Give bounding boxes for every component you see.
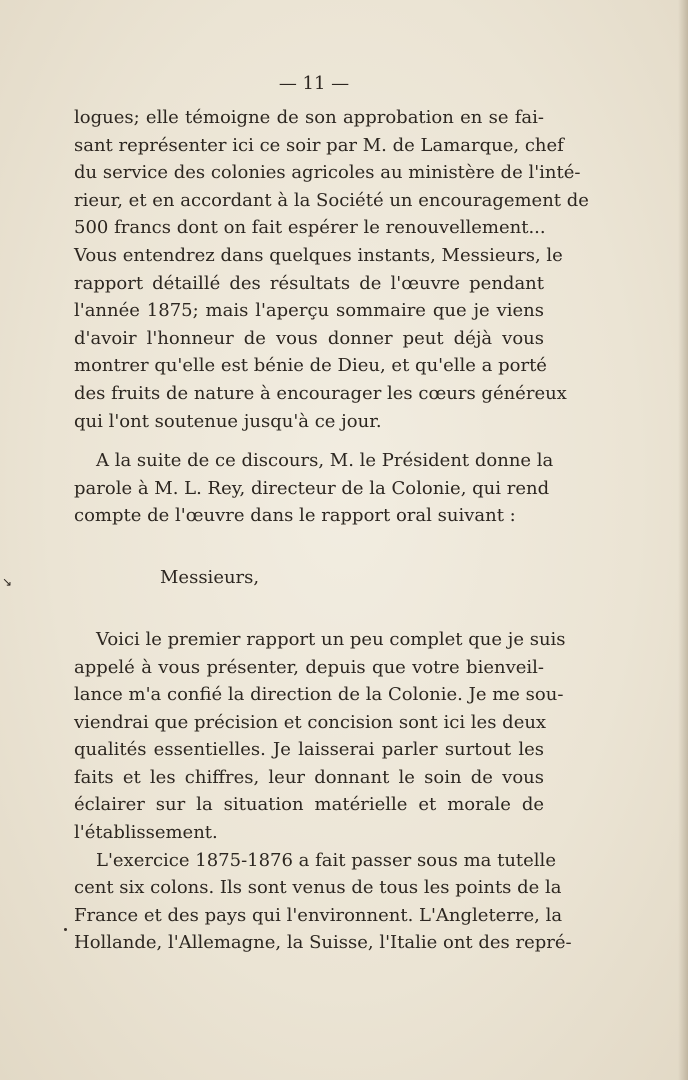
- text-line: logues; elle témoigne de son approbation en se fai-: [74, 107, 544, 128]
- text-line: 500 francs dont on fait espérer le renouvellement...: [74, 217, 546, 239]
- text-line: qui l'ont soutenue jusqu'à ce jour.: [74, 410, 382, 432]
- text-line: France et des pays qui l'environnent. L'Angleterre, la: [74, 904, 563, 926]
- text-line: rapport détaillé des résultats de l'œuvre pendant: [74, 272, 544, 294]
- margin-dot: [64, 928, 67, 931]
- text-line: qualités essentielles. Je laisserai parler surtout les: [74, 739, 544, 761]
- text-line: Hollande, l'Allemagne, la Suisse, l'Italie ont des repré-: [74, 932, 572, 954]
- paragraph-gap: [74, 435, 544, 447]
- page-number: — 11 —: [278, 73, 350, 94]
- text-line: du service des colonies agricoles au ministère de l'inté-: [74, 162, 581, 184]
- text-line: rieur, et en accordant à la Société un encouragement de: [74, 189, 589, 211]
- text-line: des fruits de nature à encourager les cœurs généreux: [74, 382, 567, 404]
- section-gap: [74, 592, 544, 626]
- text-line: L'exercice 1875-1876 a fait passer sous ma tutelle: [96, 849, 556, 871]
- text-line: compte de l'œuvre dans le rapport oral suivant :: [74, 505, 516, 527]
- margin-mark: ↘: [2, 575, 13, 589]
- text-line: cent six colons. Ils sont venus de tous les points de la: [74, 877, 562, 899]
- paragraph-2: [74, 447, 554, 530]
- text-line: sant représenter ici ce soir par M. de Lamarque, chef: [74, 134, 564, 156]
- paragraph-1: [74, 104, 589, 435]
- text-line: Vous entendrez dans quelques instants, Messieurs, le: [74, 244, 563, 266]
- text-line: viendrai que précision et concision sont ici les deux: [74, 711, 547, 733]
- text-line: éclairer sur la situation matérielle et morale de: [74, 794, 544, 816]
- text-line: appelé à vous présenter, depuis que votre bienveil-: [74, 656, 544, 678]
- page-edge-shadow: [678, 0, 688, 1080]
- text-line: A la suite de ce discours, M. le Président donne la: [96, 450, 554, 472]
- text-line: faits et les chiffres, leur donnant le soin de vous: [74, 766, 544, 788]
- text-line: Voici le premier rapport un peu complet que je suis: [96, 628, 566, 650]
- salutation: Messieurs,: [160, 566, 260, 588]
- page-text: [74, 70, 589, 957]
- text-line: parole à M. L. Rey, directeur de la Colonie, qui rend: [74, 477, 550, 499]
- text-line: l'établissement.: [74, 822, 218, 844]
- paragraph-4: [74, 847, 572, 957]
- text-line: l'année 1875; mais l'aperçu sommaire que je viens: [74, 300, 544, 322]
- text-line: d'avoir l'honneur de vous donner peut déjà vous: [74, 327, 544, 349]
- section-gap: [74, 530, 544, 564]
- paragraph-3: [74, 626, 566, 847]
- text-line: montrer qu'elle est bénie de Dieu, et qu'elle a porté: [74, 355, 547, 377]
- text-line: lance m'a confié la direction de la Colonie. Je me sou-: [74, 684, 564, 706]
